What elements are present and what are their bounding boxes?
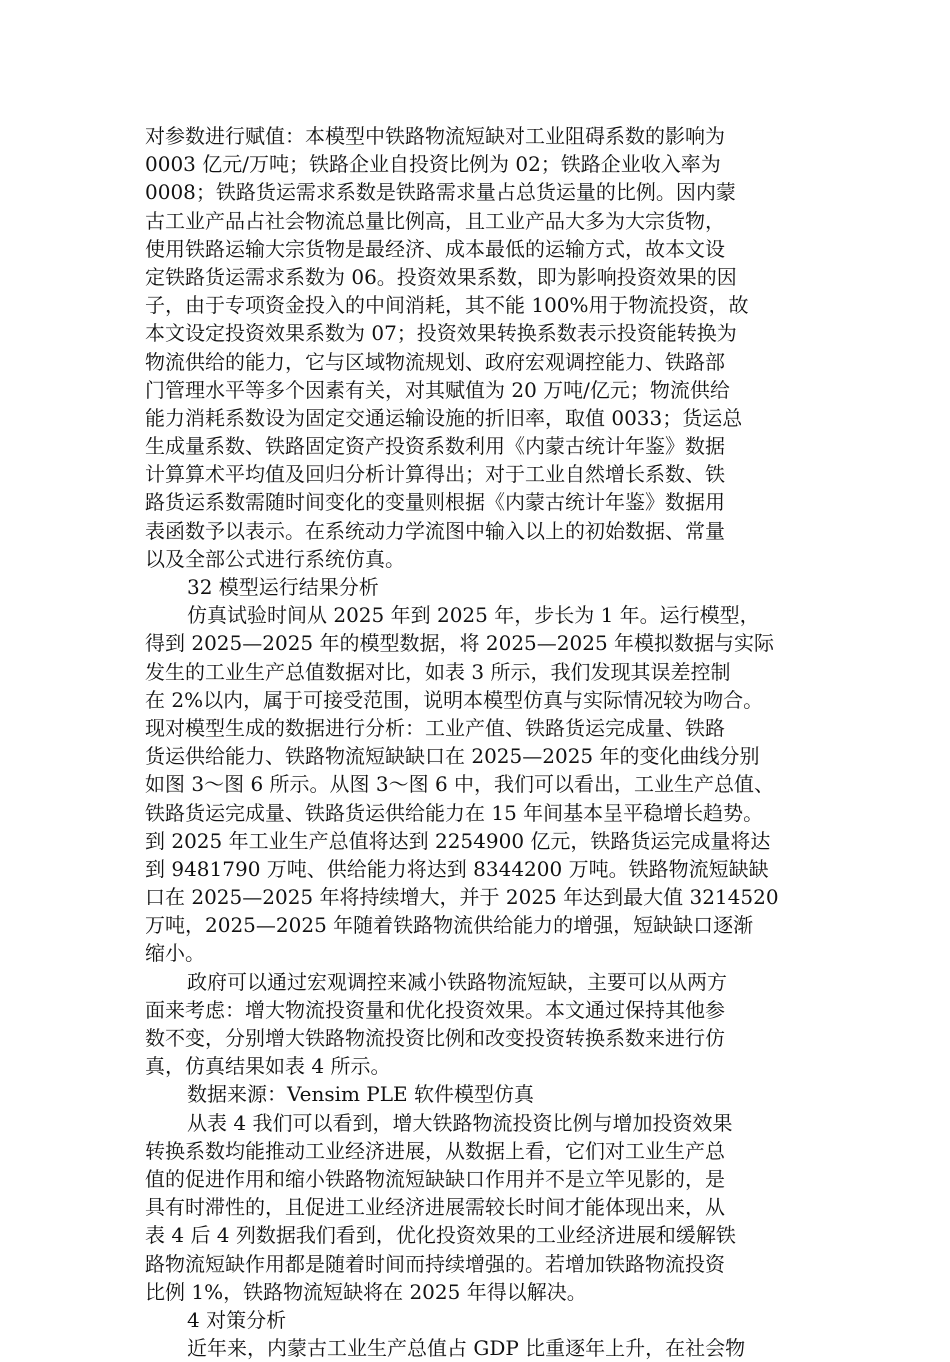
text-line: 到 2025 年工业生产总值将达到 2254900 亿元，铁路货运完成量将达: [145, 828, 771, 853]
data-source-note: 数据来源：Vensim PLE 软件模型仿真: [187, 1082, 535, 1107]
text-line: 路物流短缺作用都是随着时间而持续增强的。若增加铁路物流投资: [145, 1251, 725, 1276]
text-line: 到 9481790 万吨、供给能力将达到 8344200 万吨。铁路物流短缺缺: [145, 856, 769, 881]
text-line: 真，仿真结果如表 4 所示。: [145, 1054, 391, 1079]
text-line: 现对模型生成的数据进行分析：工业产值、铁路货运完成量、铁路: [145, 715, 725, 740]
text-line: 近年来，内蒙古工业生产总值占 GDP 比重逐年上升，在社会物: [187, 1336, 746, 1361]
text-line: 子，由于专项资金投入的中间消耗，其不能 100%用于物流投资，故: [145, 293, 749, 318]
text-line: 以及全部公式进行系统仿真。: [145, 546, 405, 571]
text-line: 口在 2025—2025 年将持续增大，并于 2025 年达到最大值 3214520: [145, 885, 779, 910]
text-line: 表函数予以表示。在系统动力学流图中输入以上的初始数据、常量: [145, 518, 725, 543]
text-line: 得到 2025—2025 年的模型数据，将 2025—2025 年模拟数据与实际: [145, 631, 775, 656]
section-heading: 4 对策分析: [187, 1307, 287, 1332]
text-line: 具有时滞性的，且促进工业经济进展需较长时间才能体现出来，从: [145, 1195, 725, 1220]
text-line: 铁路货运完成量、铁路货运供给能力在 15 年间基本呈平稳增长趋势。: [145, 800, 764, 825]
text-line: 政府可以通过宏观调控来减小铁路物流短缺，主要可以从两方: [187, 969, 727, 994]
text-line: 对参数进行赋值：本模型中铁路物流短缺对工业阻碍系数的影响为: [145, 124, 725, 148]
text-line: 发生的工业生产总值数据对比，如表 3 所示，我们发现其误差控制: [145, 659, 731, 684]
text-line: 古工业产品占社会物流总量比例高，且工业产品大多为大宗货物，: [145, 208, 725, 233]
text-line: 面来考虑：增大物流投资量和优化投资效果。本文通过保持其他参: [145, 997, 725, 1022]
text-line: 缩小。: [145, 941, 205, 966]
text-line: 计算算术平均值及回归分析计算得出；对于工业自然增长系数、铁: [145, 462, 725, 487]
text-line: 万吨，2025—2025 年随着铁路物流供给能力的增强，短缺缺口逐渐: [145, 913, 754, 938]
text-line: 路货运系数需随时间变化的变量则根据《内蒙古统计年鉴》数据用: [145, 490, 725, 515]
text-line: 0003 亿元/万吨；铁路企业自投资比例为 02；铁路企业收入率为: [145, 152, 721, 177]
text-line: 使用铁路运输大宗货物是最经济、成本最低的运输方式，故本文设: [145, 236, 725, 261]
text-line: 转换系数均能推动工业经济进展，从数据上看，它们对工业生产总: [145, 1138, 725, 1163]
text-line: 生成量系数、铁路固定资产投资系数利用《内蒙古统计年鉴》数据: [145, 434, 725, 459]
text-line: 仿真试验时间从 2025 年到 2025 年，步长为 1 年。运行模型，: [187, 603, 760, 628]
text-line: 值的促进作用和缩小铁路物流短缺缺口作用并不是立竿见影的，是: [145, 1166, 725, 1191]
text-line: 如图 3～图 6 所示。从图 3～图 6 中，我们可以看出，工业生产总值、: [145, 772, 775, 797]
text-line: 0008；铁路货运需求系数是铁路需求量占总货运量的比例。因内蒙: [145, 180, 736, 205]
text-line: 比例 1%，铁路物流短缺将在 2025 年得以解决。: [145, 1279, 587, 1304]
text-line: 定铁路货运需求系数为 06。投资效果系数，即为影响投资效果的因: [145, 264, 737, 289]
text-line: 本文设定投资效果系数为 07；投资效果转换系数表示投资能转换为: [145, 321, 737, 346]
text-line: 从表 4 我们可以看到，增大铁路物流投资比例与增加投资效果: [187, 1110, 733, 1135]
text-line: 能力消耗系数设为固定交通运输设施的折旧率，取值 0033；货运总: [145, 405, 743, 430]
text-line: 物流供给的能力，它与区域物流规划、政府宏观调控能力、铁路部: [145, 349, 725, 374]
text-line: 表 4 后 4 列数据我们看到，优化投资效果的工业经济进展和缓解铁: [145, 1223, 736, 1248]
section-heading: 32 模型运行结果分析: [187, 575, 379, 599]
text-line: 在 2%以内，属于可接受范围，说明本模型仿真与实际情况较为吻合。: [145, 687, 764, 712]
text-line: 数不变，分别增大铁路物流投资比例和改变投资转换系数来进行仿: [145, 1026, 725, 1050]
document-body: [145, 122, 817, 1362]
text-line: 门管理水平等多个因素有关，对其赋值为 20 万吨/亿元；物流供给: [145, 377, 730, 402]
text-line: 货运供给能力、铁路物流短缺缺口在 2025—2025 年的变化曲线分别: [145, 744, 760, 769]
